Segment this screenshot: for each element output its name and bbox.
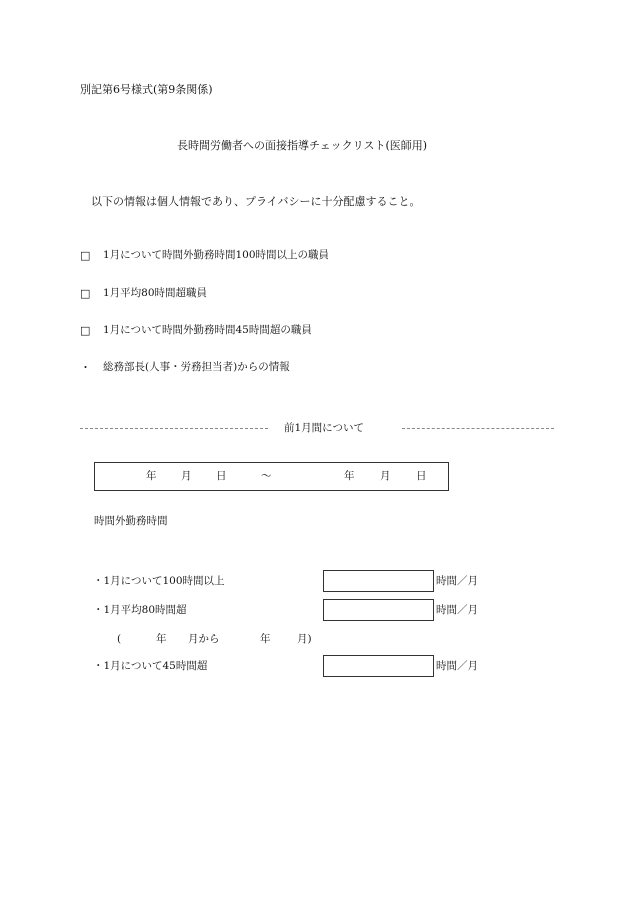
- overtime-80h-input[interactable]: [323, 599, 434, 621]
- checklist-item-label: 総務部長(人事・労務担当者)からの情報: [103, 361, 290, 373]
- date-year-label: 年: [344, 470, 355, 482]
- overtime-row-label: ・1月について100時間以上: [93, 575, 225, 587]
- overtime-unit: 時間／月: [436, 604, 478, 616]
- period-month-close-label: 月): [297, 633, 312, 645]
- overtime-100h-input[interactable]: [323, 570, 434, 592]
- date-tilde: ～: [261, 470, 272, 482]
- overtime-row-label: ・1月平均80時間超: [93, 604, 187, 616]
- checkbox-icon[interactable]: □: [80, 287, 91, 300]
- period-open-paren: (: [117, 633, 122, 645]
- date-year-label: 年: [146, 470, 157, 482]
- checklist-item-label: 1月平均80時間超職員: [103, 287, 208, 299]
- overtime-row-label: ・1月について45時間超: [93, 660, 208, 672]
- bullet-icon: ・: [80, 361, 91, 374]
- overtime-45h-input[interactable]: [323, 655, 434, 677]
- period-heading: 前1月間について: [284, 422, 364, 434]
- period-year-label: 年: [260, 633, 271, 645]
- checkbox-icon[interactable]: □: [80, 249, 91, 262]
- separator-left: [80, 428, 268, 429]
- date-month-label: 月: [380, 470, 391, 482]
- date-day-label: 日: [416, 470, 427, 482]
- overtime-heading: 時間外勤務時間: [94, 515, 168, 527]
- period-month-from-label: 月から: [188, 633, 220, 645]
- privacy-note: 以下の情報は個人情報であり、プライバシーに十分配慮すること。: [91, 195, 421, 208]
- page-title: 長時間労働者への面接指導チェックリスト(医師用): [177, 139, 428, 152]
- separator-right: [402, 428, 554, 429]
- overtime-unit: 時間／月: [436, 575, 478, 587]
- form-number: 別記第6号様式(第9条関係): [80, 83, 213, 96]
- checkbox-icon[interactable]: □: [80, 324, 91, 337]
- date-day-label: 日: [216, 470, 227, 482]
- period-year-label: 年: [156, 633, 167, 645]
- date-month-label: 月: [181, 470, 192, 482]
- checklist-item-label: 1月について時間外勤務時間100時間以上の職員: [103, 249, 330, 261]
- overtime-unit: 時間／月: [436, 660, 478, 672]
- checklist-item-label: 1月について時間外勤務時間45時間超の職員: [103, 324, 312, 336]
